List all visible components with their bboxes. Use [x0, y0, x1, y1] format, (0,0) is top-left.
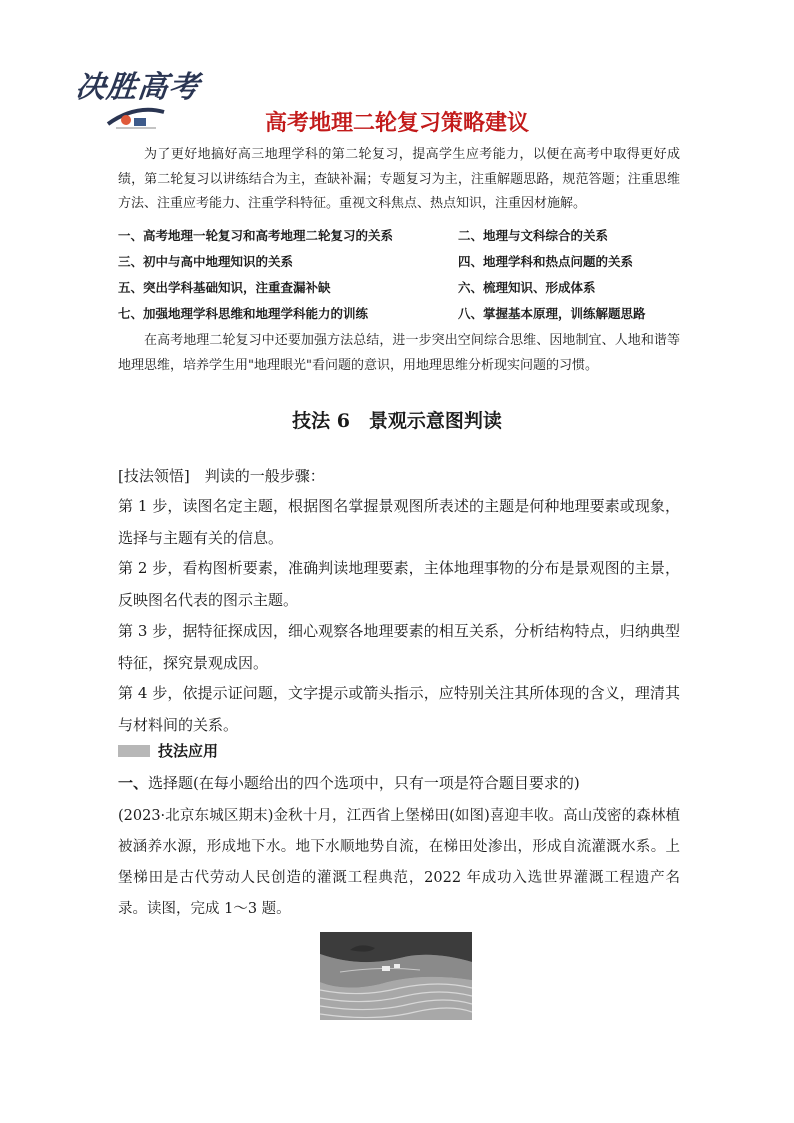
outline-row — [118, 300, 698, 326]
outline-item: 八、掌握基本原理，训练解题思路 — [458, 306, 646, 321]
section-title: 技法 6 景观示意图判读 — [292, 410, 502, 432]
question-type-label: 一、 — [118, 774, 149, 792]
question-type-text: 选择题(在每小题给出的四个选项中，只有一项是符合题目要求的) — [148, 774, 580, 792]
step-item: 第 3 步，据特征探成因，细心观察各地理要素的相互关系，分析结构特点，归纳典型特征，探究景观成因。 — [118, 622, 680, 672]
outline-list — [118, 222, 698, 326]
step-item: 第 2 步，看构图析要素，准确判读地理要素，主体地理事物的分布是景观图的主景，反映图名代表的图示主题。 — [118, 559, 680, 609]
page-title: 高考地理二轮复习策略建议 — [264, 111, 529, 136]
outline-row — [118, 222, 698, 248]
logo-wordmark: 决胜高考 — [73, 70, 202, 105]
terrace-photo — [320, 932, 472, 1020]
closing-paragraph: 在高考地理二轮复习中还要加强方法总结，进一步突出空间综合思维、因地制宜、人地和谐等地理思维，培养学生用"地理眼光"看问题的意识，用地理思维分析现实问题的习惯。 — [118, 333, 680, 373]
outline-item: 三、初中与高中地理知识的关系 — [118, 254, 294, 269]
step-item: 第 1 步，读图名定主题，根据图名掌握景观图所表述的主题是何种地理要素或现象，选择与主题有关的信息。 — [118, 497, 680, 547]
outline-item: 二、地理与文科综合的关系 — [458, 228, 609, 243]
application-heading-text: 技法应用 — [158, 742, 219, 760]
outline-row — [118, 248, 698, 274]
steps-intro: [技法领悟] 判读的一般步骤： — [118, 467, 325, 485]
question-type — [118, 772, 580, 793]
outline-item: 五、突出学科基础知识，注重查漏补缺 — [118, 280, 331, 295]
outline-item: 七、加强地理学科思维和地理学科能力的训练 — [118, 306, 369, 321]
outline-item: 一、高考地理一轮复习和高考地理二轮复习的关系 — [118, 228, 394, 243]
outline-row — [118, 274, 698, 300]
step-item: 第 4 步，依提示证问题，文字提示或箭头指示，应特别关注其所体现的含义，理清其与材料间的关系。 — [118, 684, 680, 734]
question-stem: (2023·北京东城区期末)金秋十月，江西省上堡梯田(如图)喜迎丰收。高山茂密的森林植被涵养水源，形成地下水。地下水顺地势自流，在梯田处渗出，形成自流灌溉水系。上堡梯田是古代劳动人民创造的灌溉工程典范，2022 年成功入选世界灌溉工程遗产名录。读图，完成 1～3 题。 — [118, 808, 680, 917]
outline-item: 四、地理学科和热点问题的关系 — [458, 254, 634, 269]
outline-item: 六、梳理知识、形成体系 — [458, 280, 596, 295]
intro-paragraph: 为了更好地搞好高三地理学科的第二轮复习，提高学生应考能力，以便在高考中取得更好成绩，第二轮复习以讲练结合为主，查缺补漏；专题复习为主，注重解题思路，规范答题；注重思维方法、注重应考能力、注重学科特征。重视文科焦点、热点知识，注重因材施解。 — [118, 147, 680, 211]
application-heading — [118, 740, 218, 761]
terrace-landscape-image — [320, 932, 472, 1020]
heading-bar-icon — [118, 745, 150, 757]
